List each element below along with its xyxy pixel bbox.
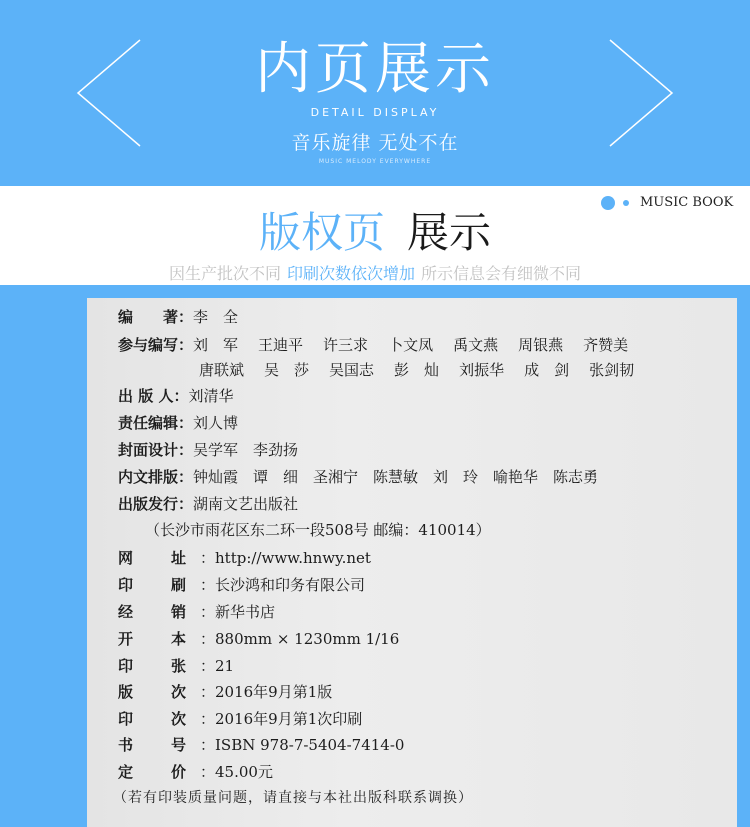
co-author-name: 彭 灿 <box>394 361 440 379</box>
co-authors-line2 <box>199 359 654 381</box>
editor-row <box>118 412 238 434</box>
sheets-row <box>118 655 234 677</box>
section-subtitle <box>0 261 750 284</box>
cover-design-label: 封面设计： <box>118 441 194 459</box>
co-author-name: 吴 莎 <box>264 361 310 379</box>
author-value: 李 全 <box>193 308 239 326</box>
co-authors-row <box>118 334 648 356</box>
isbn-label: 书号 <box>118 736 186 754</box>
edition-row <box>118 681 332 703</box>
brand-label: MUSIC BOOK <box>640 195 734 210</box>
price-value: ：45.00元 <box>200 763 273 781</box>
isbn-row <box>118 734 404 756</box>
address-value: （长沙市雨花区东二环一段508号 邮编：410014） <box>145 521 491 539</box>
cover-design-row <box>118 439 298 461</box>
printer-value: ：长沙鸿和印务有限公司 <box>200 576 366 594</box>
layout-label: 内文排版： <box>118 468 194 486</box>
co-authors-label: 参与编写： <box>118 336 194 354</box>
isbn-value: ：ISBN 978-7-5404-7414-0 <box>200 736 405 754</box>
subtitle-part2: 所示信息会有细微不同 <box>421 264 582 283</box>
co-authors-line1 <box>193 334 648 356</box>
publisher-person-row <box>118 385 233 407</box>
printer-label: 印刷 <box>118 576 186 594</box>
editor-value: 刘人博 <box>193 414 239 432</box>
price-label: 定价 <box>118 763 186 781</box>
distributor-label: 经销 <box>118 603 186 621</box>
print-run-row <box>118 708 362 730</box>
banner-subtitle-tiny: MUSIC MELODY EVERYWHERE <box>318 158 432 165</box>
publisher-label: 出版发行： <box>118 495 194 513</box>
co-author-name: 唐联斌 <box>199 361 245 379</box>
format-value: ：880mm × 1230mm 1/16 <box>200 630 400 648</box>
co-author-name: 刘 军 <box>193 336 239 354</box>
co-author-name: 许三求 <box>323 336 369 354</box>
co-author-name: 吴国志 <box>329 361 375 379</box>
layout-row <box>118 466 598 488</box>
publisher-person-label: 出 版 人： <box>118 387 189 405</box>
section-title <box>0 208 750 258</box>
edition-label: 版次 <box>118 683 186 701</box>
price-row <box>118 761 273 783</box>
subtitle-part1: 因生产批次不同 <box>168 264 281 283</box>
sheets-value: ：21 <box>200 657 235 675</box>
co-author-name: 成 剑 <box>524 361 570 379</box>
address-row <box>145 519 491 541</box>
editor-label: 责任编辑： <box>118 414 194 432</box>
banner-subtitle-cn: 音乐旋律 无处不在 <box>291 132 459 154</box>
top-banner <box>0 0 750 186</box>
co-author-name: 卜文凤 <box>388 336 434 354</box>
co-author-name: 禹文燕 <box>453 336 499 354</box>
website-label: 网址 <box>118 549 186 567</box>
co-author-name: 周银燕 <box>518 336 564 354</box>
quality-note: （若有印装质量问题，请直接与本社出版科联系调换） <box>113 790 473 806</box>
co-authors-row-2 <box>199 359 654 381</box>
website-row <box>118 547 371 569</box>
author-row <box>118 306 238 328</box>
format-row <box>118 628 399 650</box>
co-author-name: 齐赞美 <box>583 336 629 354</box>
cover-design-value: 吴学军 李劲扬 <box>193 441 299 459</box>
author-label: 编 著： <box>118 308 194 326</box>
printer-row <box>118 574 365 596</box>
layout-value: 钟灿霞 谭 细 圣湘宁 陈慧敏 刘 玲 喻艳华 陈志勇 <box>193 468 599 486</box>
subtitle-highlight: 印刷次数依次增加 <box>286 264 415 283</box>
print-run-value: ：2016年9月第1次印刷 <box>200 710 363 728</box>
publisher-person-value: 刘清华 <box>188 387 234 405</box>
banner-title: 内页展示 <box>255 37 495 102</box>
section-title-highlight: 版权页 <box>258 208 385 257</box>
website-value: ：http://www.hnwy.net <box>200 549 371 567</box>
distributor-value: ：新华书店 <box>200 603 276 621</box>
co-author-name: 张剑韧 <box>589 361 635 379</box>
copyright-page-photo <box>87 298 737 827</box>
sheets-label: 印张 <box>118 657 186 675</box>
format-label: 开本 <box>118 630 186 648</box>
dot-small-icon <box>623 200 629 206</box>
publisher-value: 湖南文艺出版社 <box>193 495 299 513</box>
print-run-label: 印次 <box>118 710 186 728</box>
distributor-row <box>118 601 275 623</box>
edition-value: ：2016年9月第1版 <box>200 683 333 701</box>
co-author-name: 王迪平 <box>258 336 304 354</box>
banner-subtitle-en: DETAIL DISPLAY <box>310 106 440 119</box>
publisher-row <box>118 493 298 515</box>
co-author-name: 刘振华 <box>459 361 505 379</box>
section-title-rest: 展示 <box>407 208 492 257</box>
